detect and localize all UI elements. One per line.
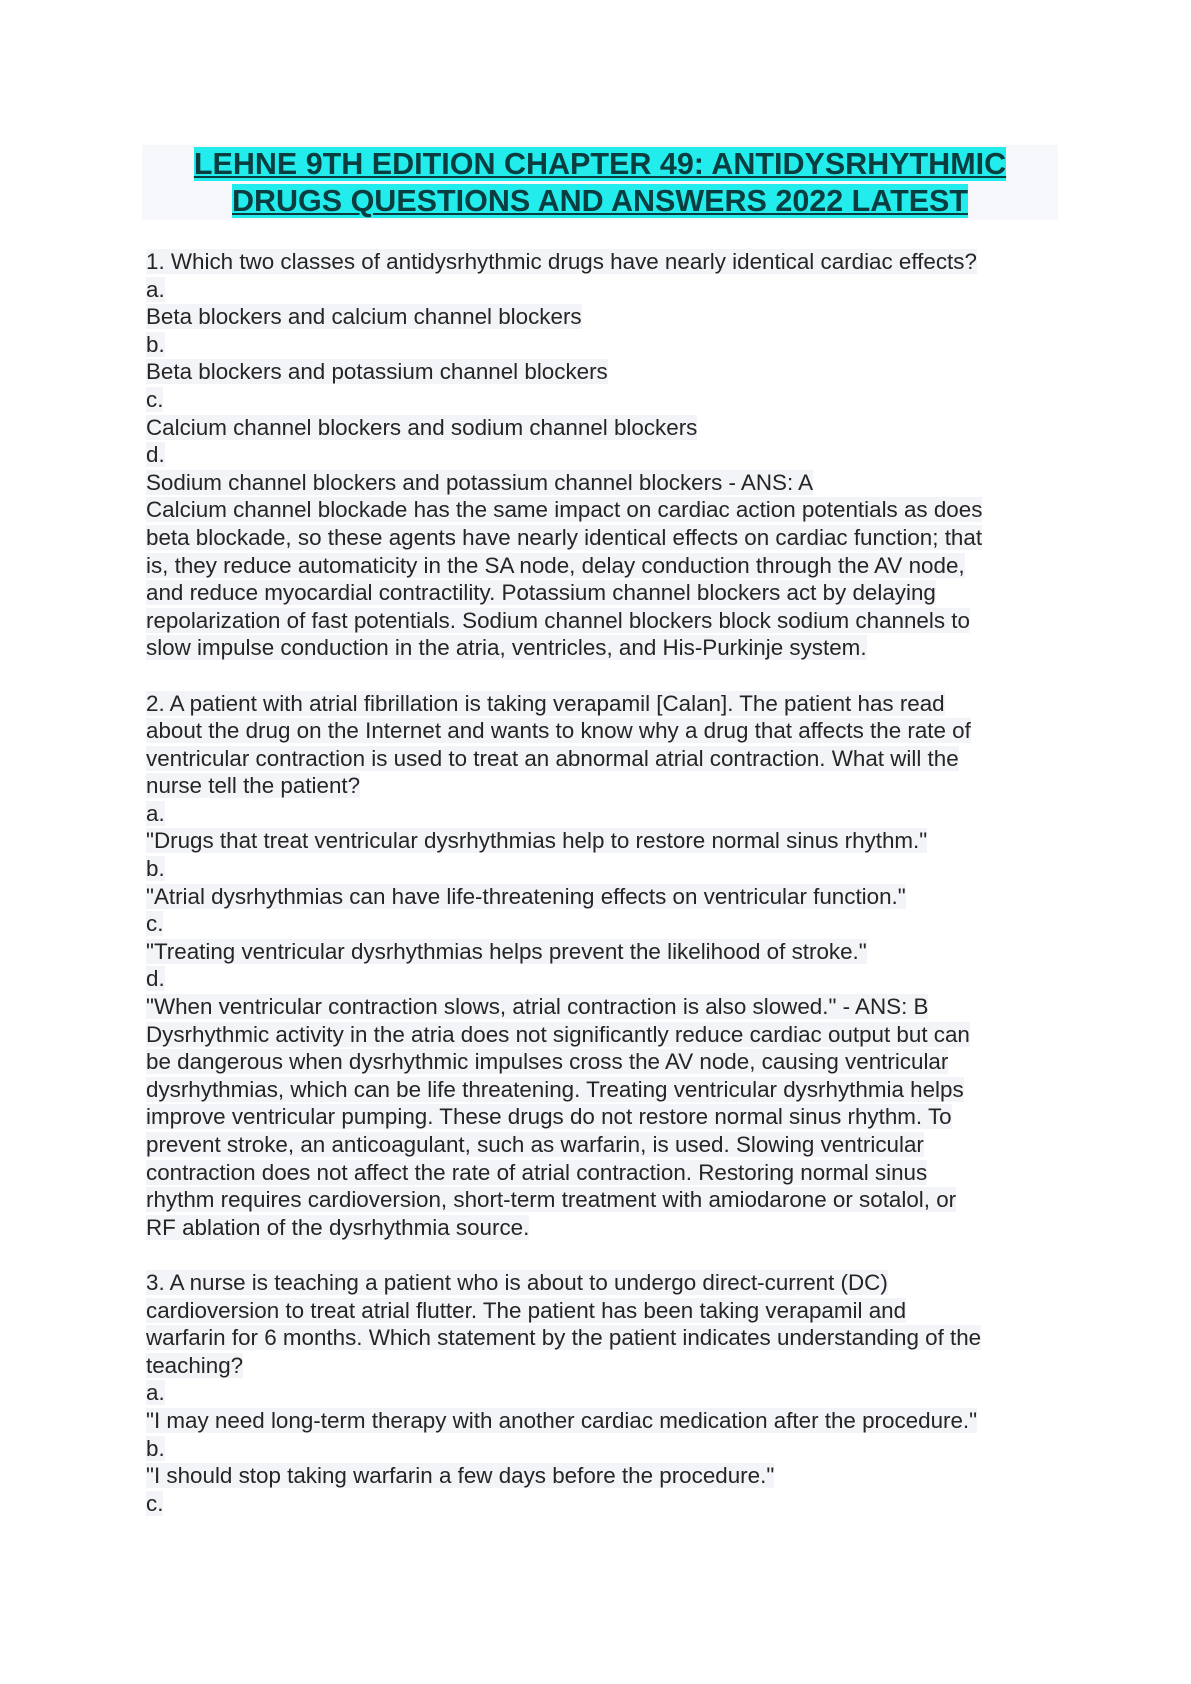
text-line-content: nurse tell the patient?	[146, 773, 361, 799]
text-line-content: Beta blockers and potassium channel blockers	[146, 359, 608, 385]
text-line-content: dysrhythmias, which can be life threatening. Treating ventricular dysrhythmia helps	[146, 1076, 964, 1102]
text-line	[146, 358, 1076, 386]
text-line-content: 3. A nurse is teaching a patient who is about to undergo direct-current (DC)	[146, 1269, 888, 1295]
text-line	[146, 827, 1076, 855]
text-line-content: cardioversion to treat atrial flutter. The patient has been taking verapamil and	[146, 1297, 907, 1323]
title-line-1: LEHNE 9TH EDITION CHAPTER 49: ANTIDYSRHYTHMIC	[193, 147, 1007, 181]
text-line-content: a.	[146, 276, 165, 302]
text-line	[146, 441, 1076, 469]
text-line-content: 2. A patient with atrial fibrillation is taking verapamil [Calan]. The patient has read	[146, 690, 945, 716]
question-block-3	[146, 1269, 1076, 1517]
text-line-content: Calcium channel blockers and sodium channel blockers	[146, 414, 698, 440]
text-line-content: "When ventricular contraction slows, atrial contraction is also slowed." - ANS: B	[146, 994, 929, 1020]
text-line	[146, 1131, 1076, 1159]
question-block-1	[146, 248, 1076, 662]
text-line	[146, 717, 1076, 745]
text-line-content: teaching?	[146, 1352, 244, 1378]
text-line-content: 1. Which two classes of antidysrhythmic drugs have nearly identical cardiac effects?	[146, 249, 977, 274]
text-line	[146, 1352, 1076, 1380]
text-line	[146, 276, 1076, 304]
text-line	[146, 1021, 1076, 1049]
text-line	[146, 1462, 1076, 1490]
text-line-content: is, they reduce automaticity in the SA node, delay conduction through the AV node,	[146, 552, 965, 578]
document-title	[142, 146, 1058, 220]
text-line-content: Beta blockers and calcium channel blockers	[146, 304, 582, 330]
text-line	[146, 1297, 1076, 1325]
document-body	[146, 248, 1076, 1517]
text-line-content: d.	[146, 966, 165, 992]
text-line	[146, 965, 1076, 993]
text-line-content: b.	[146, 856, 165, 882]
text-line	[146, 579, 1076, 607]
text-line	[146, 524, 1076, 552]
text-line-content: Sodium channel blockers and potassium channel blockers - ANS: A	[146, 469, 814, 495]
text-line	[146, 745, 1076, 773]
text-line	[146, 1048, 1076, 1076]
text-line	[146, 1269, 1076, 1297]
text-line-content: a.	[146, 1380, 165, 1406]
text-line	[146, 772, 1076, 800]
question-block-2	[146, 690, 1076, 1242]
text-line-content: improve ventricular pumping. These drugs do not restore normal sinus rhythm. To	[146, 1104, 952, 1130]
text-line-content: "I should stop taking warfarin a few days before the procedure."	[146, 1463, 775, 1489]
text-line-content: b.	[146, 331, 165, 357]
text-line	[146, 1407, 1076, 1435]
text-line	[146, 938, 1076, 966]
text-line	[146, 496, 1076, 524]
text-line-content: warfarin for 6 months. Which statement by the patient indicates understanding of the	[146, 1325, 982, 1351]
text-line	[146, 1379, 1076, 1407]
text-line	[146, 690, 1076, 718]
text-line-content: "Drugs that treat ventricular dysrhythmias help to restore normal sinus rhythm."	[146, 828, 928, 854]
text-line	[146, 993, 1076, 1021]
text-line	[146, 1490, 1076, 1518]
text-line-content: and reduce myocardial contractility. Potassium channel blockers act by delaying	[146, 580, 936, 606]
text-line	[146, 469, 1076, 497]
text-line	[146, 1435, 1076, 1463]
paragraph-gap	[146, 662, 1076, 690]
text-line	[146, 1324, 1076, 1352]
text-line	[146, 883, 1076, 911]
text-line	[146, 386, 1076, 414]
text-line	[146, 634, 1076, 662]
text-line-content: contraction does not affect the rate of atrial contraction. Restoring normal sinus	[146, 1159, 928, 1185]
text-line-content: be dangerous when dysrhythmic impulses cross the AV node, causing ventricular	[146, 1049, 949, 1075]
text-line-content: rhythm requires cardioversion, short-term treatment with amiodarone or sotalol, or	[146, 1187, 957, 1213]
text-line	[146, 607, 1076, 635]
text-line-content: b.	[146, 1435, 165, 1461]
text-line-content: "Atrial dysrhythmias can have life-threatening effects on ventricular function."	[146, 883, 906, 909]
text-line-content: slow impulse conduction in the atria, ventricles, and His-Purkinje system.	[146, 635, 867, 661]
text-line	[146, 552, 1076, 580]
text-line	[146, 303, 1076, 331]
text-line	[146, 248, 1076, 276]
text-line-content: prevent stroke, an anticoagulant, such as warfarin, is used. Slowing ventricular	[146, 1132, 924, 1157]
text-line-content: repolarization of fast potentials. Sodium channel blockers block sodium channels to	[146, 607, 970, 633]
text-line	[146, 414, 1076, 442]
text-line	[146, 331, 1076, 359]
text-line-content: beta blockade, so these agents have nearly identical effects on cardiac function; that	[146, 524, 983, 550]
text-line	[146, 1103, 1076, 1131]
text-line-content: c.	[146, 386, 164, 412]
text-line	[146, 1214, 1076, 1242]
text-line-content: Dysrhythmic activity in the atria does not significantly reduce cardiac output but can	[146, 1021, 970, 1047]
text-line-content: c.	[146, 911, 164, 937]
text-line-content: "Treating ventricular dysrhythmias helps prevent the likelihood of stroke."	[146, 938, 867, 964]
title-line-2: DRUGS QUESTIONS AND ANSWERS 2022 LATEST	[231, 184, 969, 218]
text-line-content: Calcium channel blockade has the same impact on cardiac action potentials as does	[146, 497, 983, 523]
text-line-content: d.	[146, 442, 165, 468]
text-line	[146, 1076, 1076, 1104]
text-line-content: about the drug on the Internet and wants to know why a drug that affects the rate of	[146, 718, 971, 744]
text-line-content: a.	[146, 800, 165, 826]
text-line	[146, 800, 1076, 828]
text-line-content: "I may need long-term therapy with another cardiac medication after the procedure."	[146, 1407, 978, 1433]
text-line-content: RF ablation of the dysrhythmia source.	[146, 1214, 530, 1240]
text-line	[146, 910, 1076, 938]
text-line	[146, 1159, 1076, 1187]
text-line	[146, 855, 1076, 883]
text-line-content: ventricular contraction is used to treat an abnormal atrial contraction. What will the	[146, 745, 959, 771]
text-line	[146, 1186, 1076, 1214]
paragraph-gap	[146, 1241, 1076, 1269]
text-line-content: c.	[146, 1490, 164, 1516]
